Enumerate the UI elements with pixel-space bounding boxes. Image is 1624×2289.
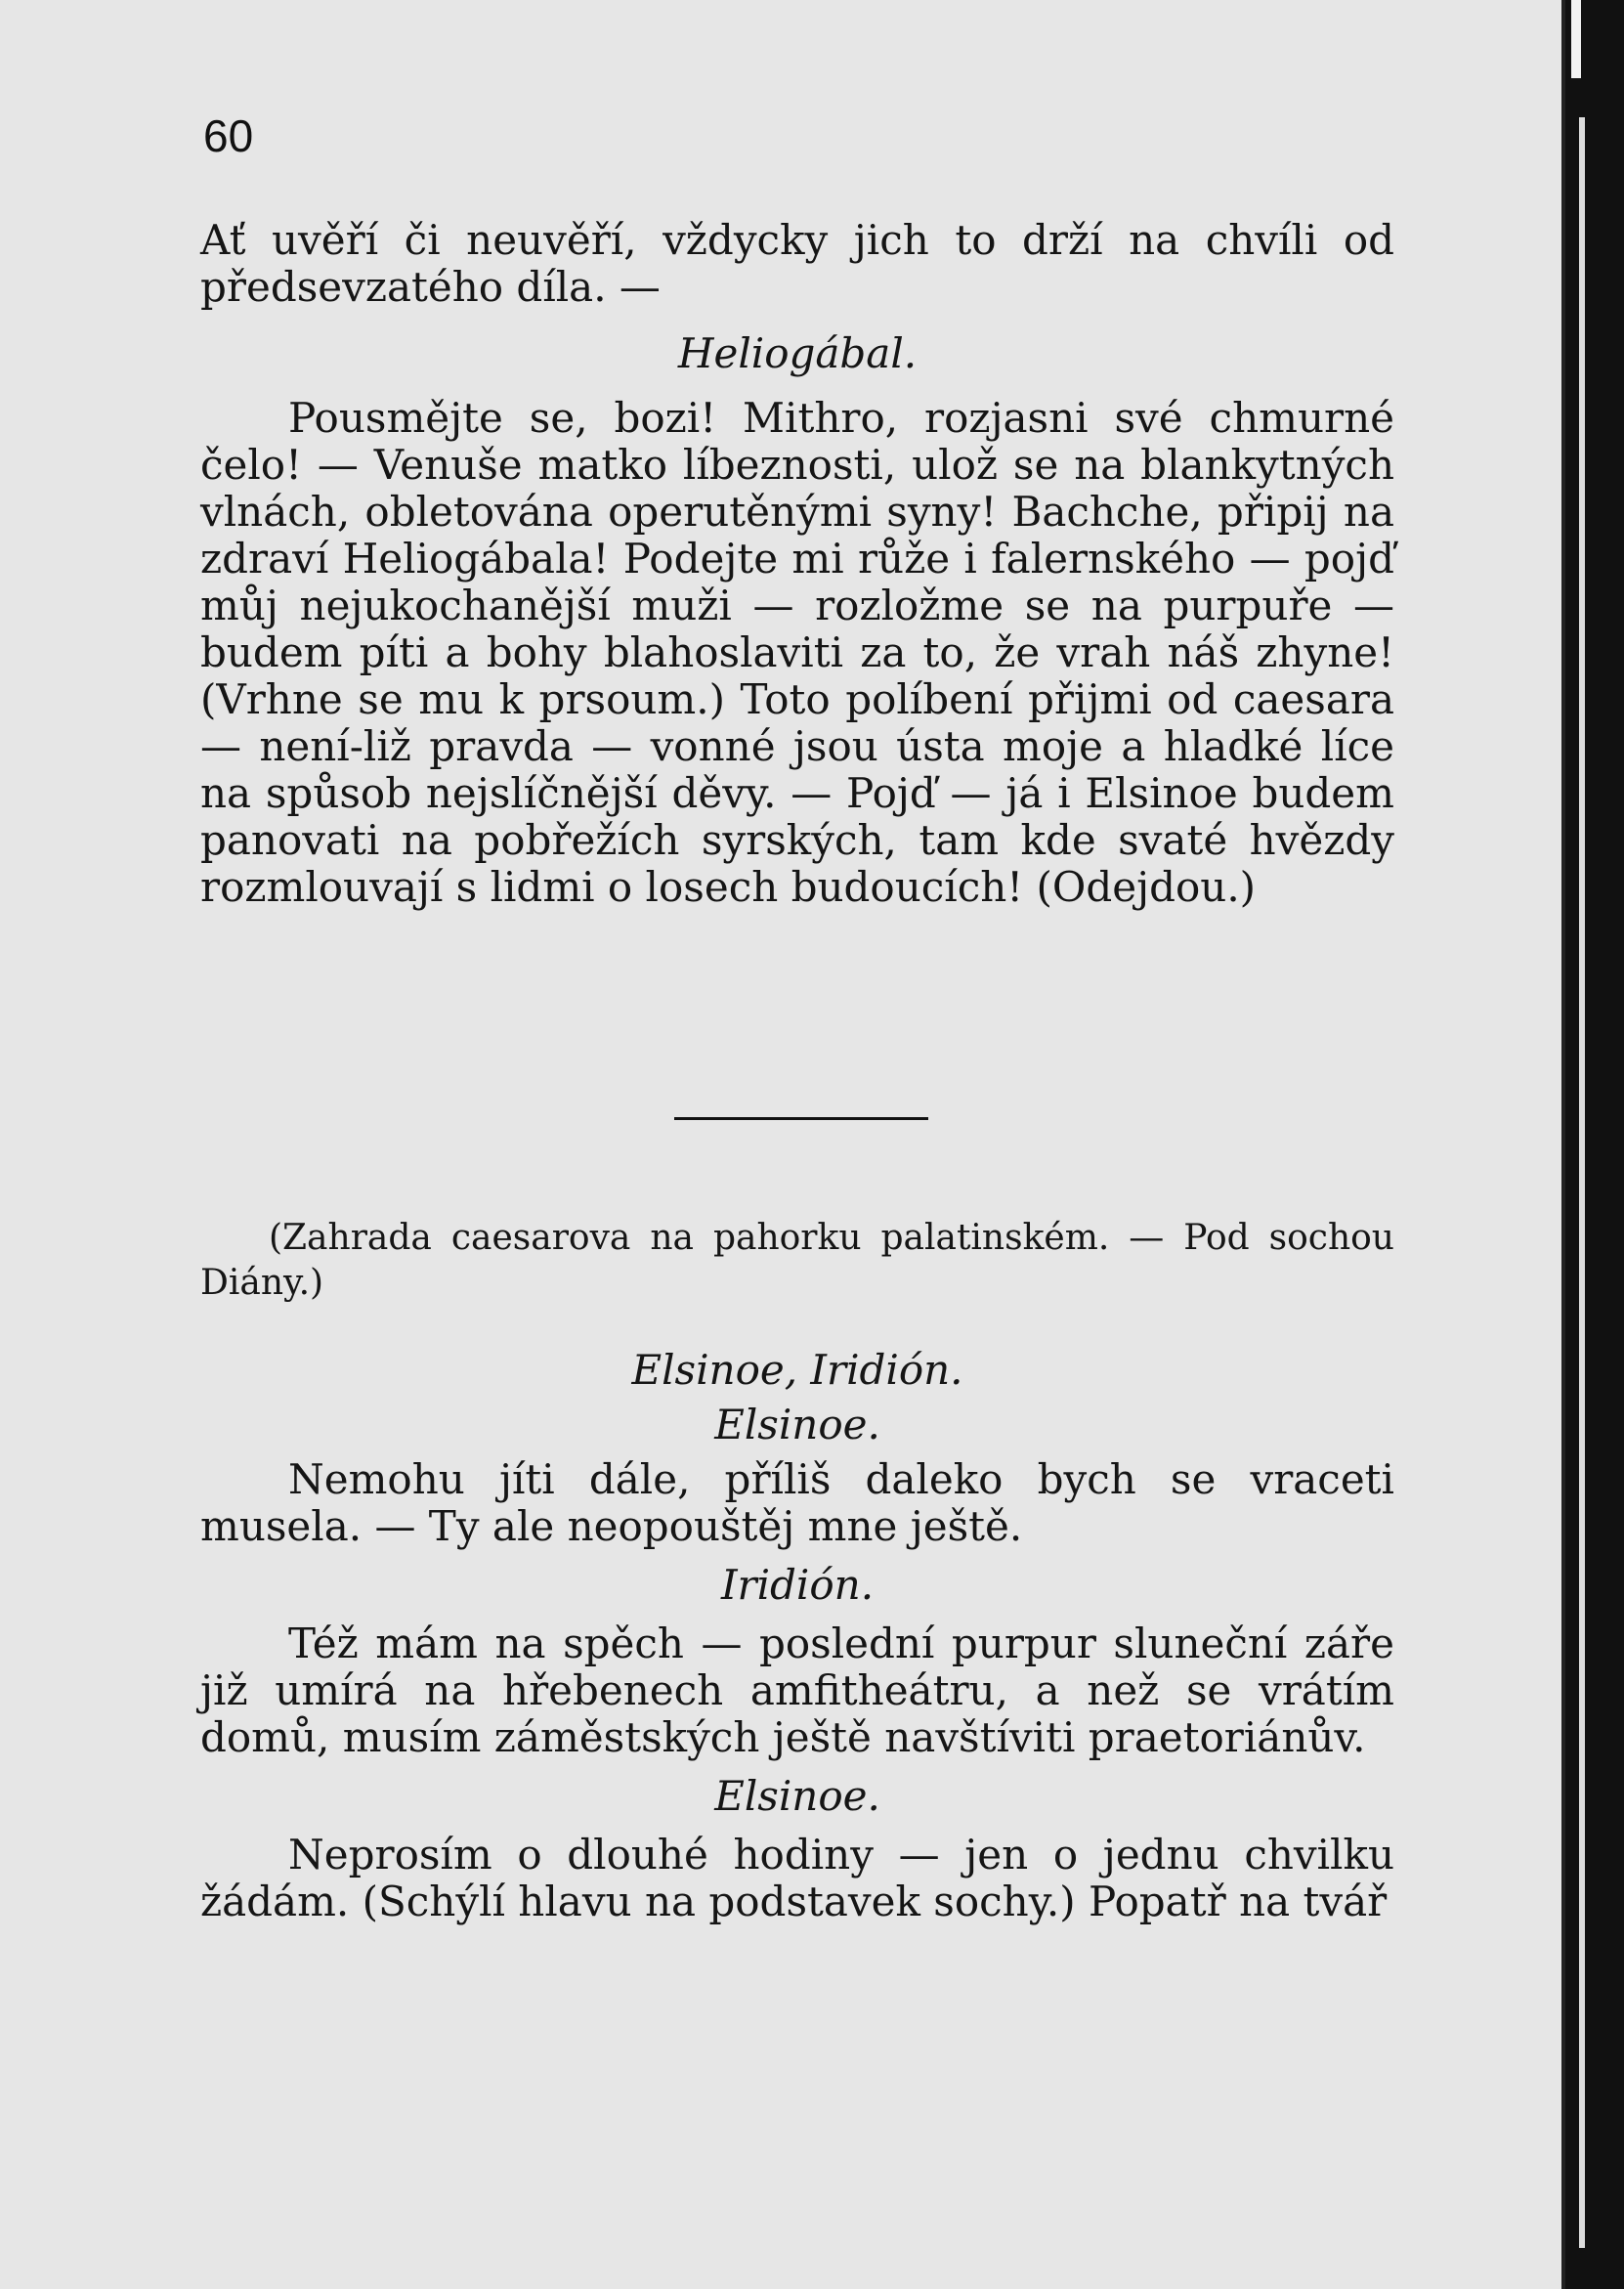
- speaker-elsinoe-2: Elsinoe.: [714, 1772, 880, 1820]
- paragraph-heliogabal-speech: Pousmějte se, bozi! Mithro, rozjasni své chmurné čelo! — Venuše matko líbeznosti, ulož se na blankytných vlnách, obletována operutěnými syny! Bachche, připij na zdraví Heliogábala! Podejte mi růže i falernského — pojď můj nejukochanější muži — rozložme se na purpuře — budem píti a bohy blahoslaviti za to, že vrah náš zhyne! (Vrhne se mu k prsoum.) Toto políbení přijmi od caesara — není-liž pravda — vonné jsou ústa moje a hladké líce na spůsob nejslíčnější děvy. — Pojď — já i Elsinoe budem panovati na pobřežích syrských, tam kde svaté hvězdy rozmlouvají s lidmi o losech budoucích! (Odejdou.): [200, 394, 1394, 911]
- speaker-elsinoe-1: Elsinoe.: [714, 1401, 880, 1448]
- paragraph-iridion: Též mám na spěch — poslední purpur sluneční záře již umírá na hřebenech amfitheátru, a než se vrátím domů, musím záměstských ještě navštíviti praetoriánův.: [200, 1620, 1394, 1761]
- speaker-heliogabal: Heliogábal.: [677, 329, 918, 377]
- binding-edge: [1565, 0, 1624, 2289]
- paragraph-opening: Ať uvěří či neuvěří, vždycky jich to drží na chvíli od předsevzatého díla. —: [200, 216, 1394, 311]
- stage-direction: (Zahrada caesarova na pahorku palatinském. — Pod sochou Diány.): [200, 1218, 1394, 1303]
- binding-strip-top: [1571, 0, 1581, 78]
- speaker-iridion: Iridión.: [720, 1561, 875, 1609]
- paragraph-elsinoe-1: Nemohu jíti dále, příliš daleko bych se vraceti musela. — Ty ale neopouštěj mne ještě.: [200, 1455, 1394, 1550]
- page-number: 60: [203, 110, 254, 161]
- text-block-bottom: [200, 1216, 1394, 1925]
- character-list: Elsinoe, Iridión.: [631, 1346, 963, 1394]
- paragraph-elsinoe-2: Neprosím o dlouhé hodiny — jen o jednu chvilku žádám. (Schýlí hlavu na podstavek sochy.) Popatř na tvář: [200, 1831, 1394, 1925]
- section-divider: [674, 1117, 928, 1120]
- binding-strip: [1579, 117, 1585, 2248]
- text-block-top: [200, 217, 1394, 911]
